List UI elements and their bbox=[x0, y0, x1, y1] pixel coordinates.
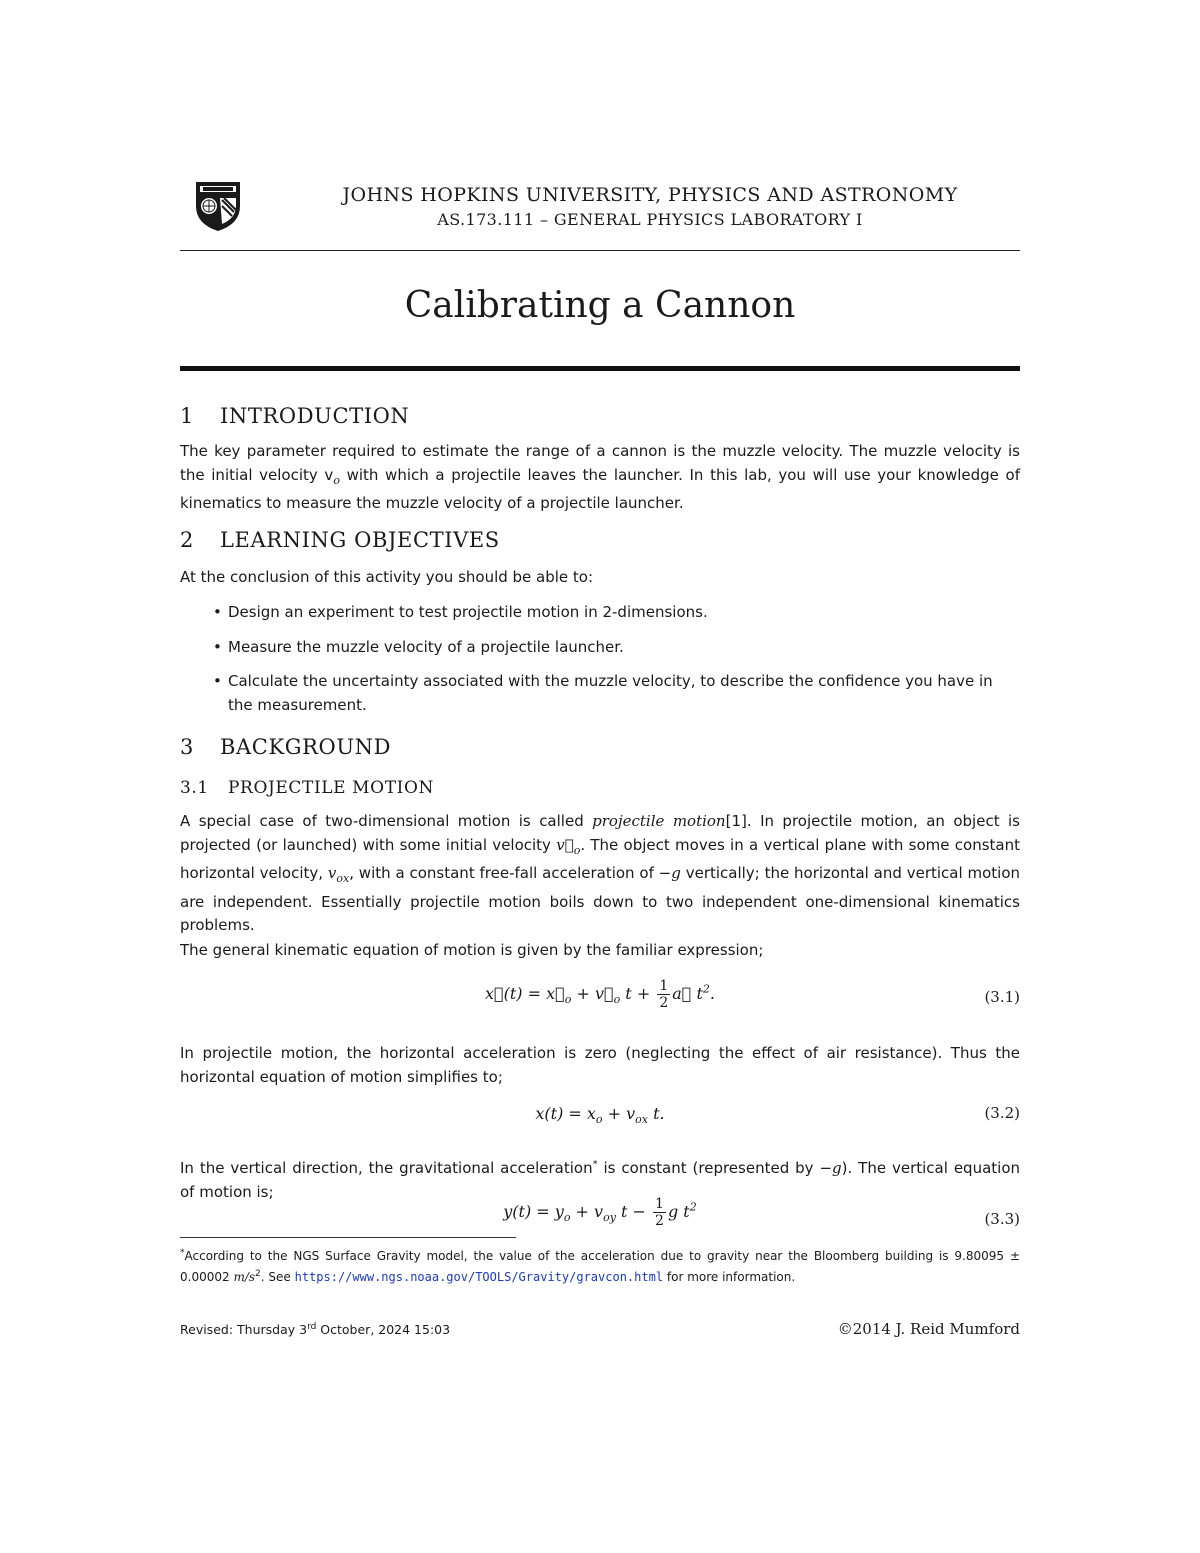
revised-text-a: Revised: Thursday 3 bbox=[180, 1322, 308, 1338]
header-divider bbox=[180, 250, 1020, 251]
section-title: LEARNING OBJECTIVES bbox=[220, 528, 500, 552]
vm-text-b: is constant (represented by − bbox=[597, 1159, 833, 1177]
pm-text-a: A special case of two-dimensional motion is called bbox=[180, 812, 593, 830]
footnote-unit: m/s bbox=[233, 1270, 256, 1284]
list-item bbox=[180, 636, 1020, 660]
vm-text-c: ). The vertical equation of motion is; bbox=[180, 1159, 1020, 1201]
equation-body: x⃗(t) = $x⃗_o$ + $v⃗_o$ t + $\frac{1}{2}$ a⃗ $t^2$. bbox=[485, 978, 715, 1011]
horizontal-motion-paragraph: In projectile motion, the horizontal acceleration is zero (neglecting the effect of air resistance). Thus the horizontal equation of motion simplifies to; bbox=[180, 1044, 1020, 1086]
intro-text-part1: The key parameter required to estimate the range of a cannon is the muzzle velocity. The muzzle velocity is the initial velocity v bbox=[180, 442, 1020, 484]
pm-text-c: . The object moves in a vertical plane with some constant horizontal velocity, bbox=[180, 835, 1020, 882]
equation-body: $y(t) = y_o + v_{oy}$ t − $\frac{1}{2}$ g $t^2$ bbox=[503, 1196, 697, 1229]
list-item-text: Measure the muzzle velocity of a projectile launcher. bbox=[228, 637, 624, 656]
subsection-heading-projectile-motion bbox=[180, 778, 434, 798]
list-item bbox=[180, 601, 1020, 625]
page-header bbox=[180, 172, 1020, 242]
section-number: 2 bbox=[180, 528, 194, 552]
math-g: g bbox=[832, 1159, 842, 1177]
kinematic-lead-paragraph: The general kinematic equation of motion is given by the familiar expression; bbox=[180, 941, 764, 959]
copyright-notice: ©2014 J. Reid Mumford bbox=[837, 1320, 1020, 1338]
footnote-divider bbox=[180, 1237, 516, 1238]
bullet-icon: • bbox=[213, 637, 222, 656]
header-department: JOHNS HOPKINS UNIVERSITY, PHYSICS AND ASTRONOMY bbox=[342, 184, 958, 206]
subsection-title: PROJECTILE MOTION bbox=[228, 778, 434, 798]
list-item bbox=[180, 670, 1020, 717]
equation-3-1 bbox=[180, 978, 1020, 1018]
jhu-shield-logo-icon bbox=[192, 176, 244, 232]
equation-3-2 bbox=[180, 1104, 1020, 1144]
revision-date bbox=[180, 1322, 450, 1337]
gravity-model-link[interactable]: https://www.ngs.noaa.gov/TOOLS/Gravity/gravcon.html bbox=[294, 1270, 664, 1284]
objectives-list bbox=[180, 601, 1020, 717]
footnote-marker: * bbox=[592, 1159, 598, 1170]
section-title: INTRODUCTION bbox=[220, 404, 410, 428]
equation-body: $x(t) = x_o + v_{ox}$ t. bbox=[535, 1104, 665, 1127]
equation-3-3 bbox=[180, 1196, 1020, 1236]
section-title: BACKGROUND bbox=[220, 735, 392, 759]
introduction-paragraph bbox=[180, 440, 1020, 516]
section-number: 3 bbox=[180, 735, 194, 759]
bullet-icon: • bbox=[213, 672, 222, 690]
list-item-text: Calculate the uncertainty associated with the muzzle velocity, to describe the confidence you have in the measurement. bbox=[228, 672, 993, 714]
footnote-text-b: . See bbox=[260, 1270, 295, 1284]
list-item-text: Design an experiment to test projectile motion in 2-dimensions. bbox=[228, 603, 708, 621]
pm-text-d: , with a constant free-fall acceleration of − bbox=[349, 864, 672, 882]
vm-text-a: In the vertical direction, the gravitational acceleration bbox=[180, 1159, 593, 1177]
footnote-marker: * bbox=[180, 1248, 185, 1258]
bullet-icon: • bbox=[213, 603, 222, 621]
revised-text-b: October, 2024 15:03 bbox=[316, 1322, 451, 1338]
header-course: AS.173.111 – GENERAL PHYSICS LABORATORY I bbox=[437, 210, 863, 229]
projectile-motion-paragraph bbox=[180, 810, 1020, 938]
section-heading-background bbox=[180, 735, 391, 759]
pm-text-b: [1]. In projectile motion, an object is projected (or launched) with some initial velocity bbox=[180, 812, 1021, 854]
intro-text-part2: with which a projectile leaves the launcher. In this lab, you will use your knowledge of kinematics to measure the muzzle velocity of a projectile launcher. bbox=[180, 465, 1020, 512]
math-g: g bbox=[671, 864, 681, 882]
math-v0-vector: $v⃗_o$ bbox=[556, 835, 581, 857]
section-heading-introduction bbox=[180, 404, 409, 428]
footnote-text-a: According to the NGS Surface Gravity model, the value of the acceleration due to gravity near the Bloomberg building is 9.80095 ± 0.00002 bbox=[180, 1249, 1020, 1284]
revised-sup: rd bbox=[307, 1322, 317, 1332]
intro-subscript: o bbox=[333, 473, 340, 487]
footnote-text-c: for more information. bbox=[663, 1270, 796, 1284]
equation-number: (3.2) bbox=[984, 1104, 1020, 1122]
title-divider bbox=[180, 366, 1020, 371]
objectives-lead: At the conclusion of this activity you should be able to: bbox=[180, 568, 594, 586]
section-heading-objectives bbox=[180, 528, 500, 552]
footnote: *According to the NGS Surface Gravity model, the value of the acceleration due to gravity near the Bloomberg building is 9.80095 ± 0.00002 $m/s^2$. See https://www.ngs.noaa.gov/TOOLS/Gravity/gravcon.html for more information. bbox=[180, 1248, 1020, 1284]
equation-number: (3.3) bbox=[984, 1210, 1020, 1228]
equation-number: (3.1) bbox=[984, 988, 1020, 1006]
section-number: 1 bbox=[180, 404, 194, 428]
page-title: Calibrating a Cannon bbox=[404, 285, 796, 326]
pm-text-e: vertically; the horizontal and vertical motion are independent. Essentially projectile motion boils down to two independent one-dimensional kinematics problems. bbox=[180, 864, 1021, 934]
math-vox: $v_{ox}$ bbox=[327, 864, 350, 885]
pm-emphasis: projectile motion bbox=[592, 812, 726, 830]
subsection-number: 3.1 bbox=[180, 778, 209, 798]
